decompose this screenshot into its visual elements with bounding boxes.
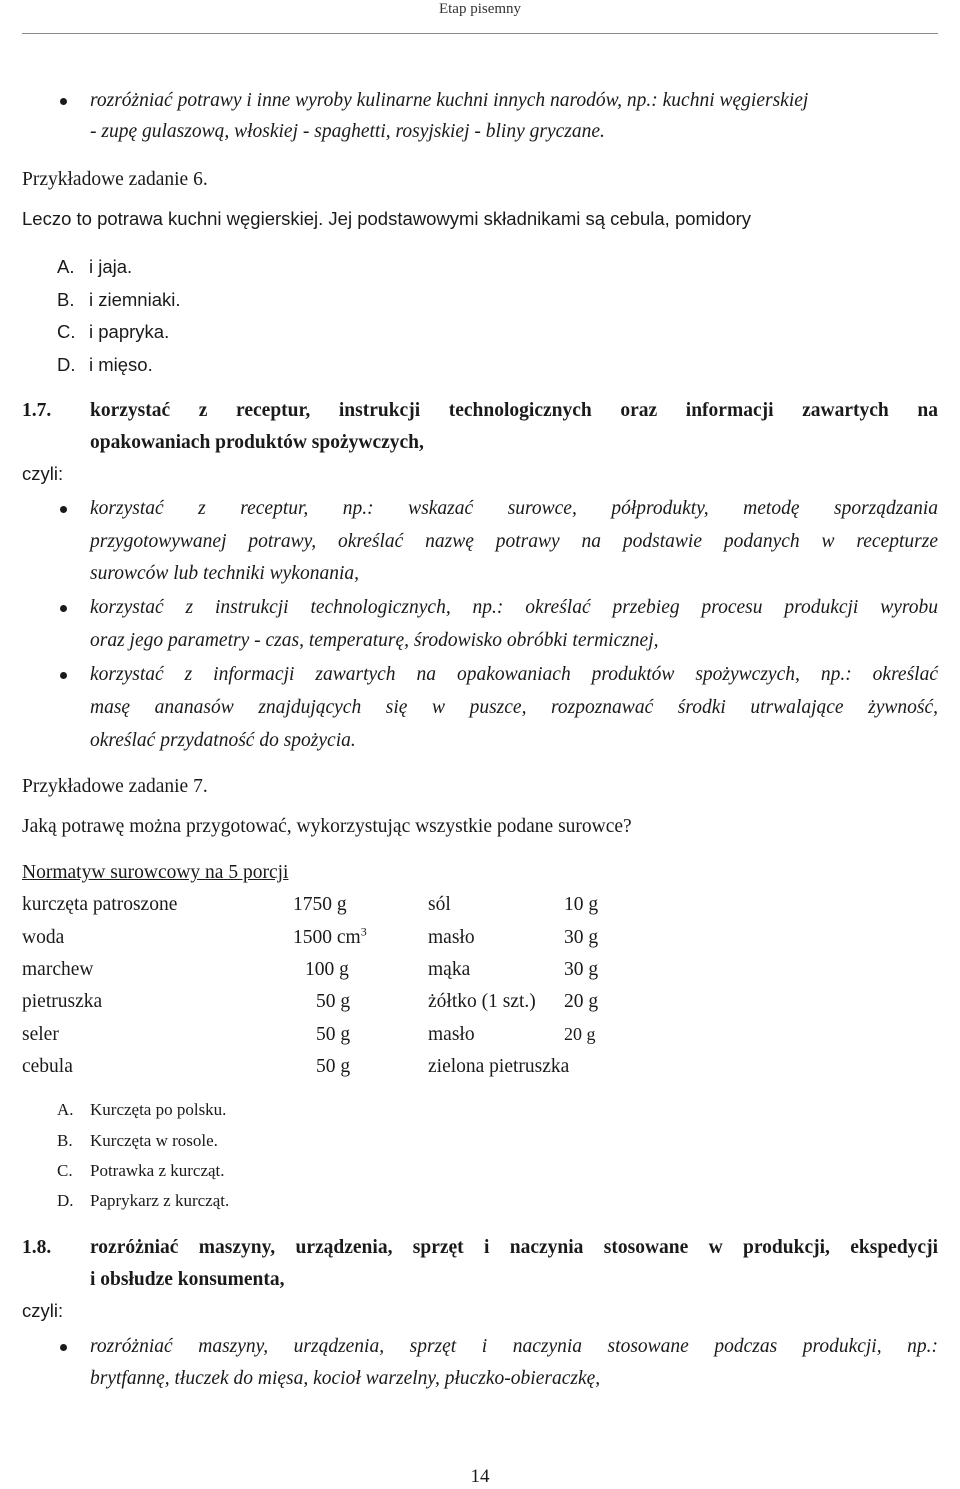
option-text: i ziemniaki. bbox=[89, 289, 181, 310]
ingredient-name: masło bbox=[428, 927, 475, 948]
option-letter: A. bbox=[57, 256, 75, 277]
ingredient-name: marchew bbox=[22, 959, 94, 980]
option-letter: D. bbox=[57, 354, 76, 375]
bullet-icon bbox=[60, 605, 67, 612]
option-text: Potrawka z kurcząt. bbox=[90, 1161, 225, 1180]
ingredient-qty: 30 g bbox=[564, 927, 599, 948]
ingredient-qty: 1500 $cm^3$ bbox=[293, 924, 367, 948]
ingredient-name: masło bbox=[428, 1024, 475, 1045]
section-1-7-bullet-3-line-2: masę ananasów znajdujących się w puszce, rozpoznawać środki utrwalające żywność, bbox=[90, 697, 938, 718]
task-6-option-a bbox=[57, 256, 132, 278]
section-1-7-bullet-1-line-1: korzystać z receptur, np.: wskazać surowce, półprodukty, metodę sporządzania bbox=[90, 498, 938, 519]
page-header-title: Etap pisemny bbox=[438, 1, 522, 17]
task-6-option-d bbox=[57, 354, 153, 376]
task-6-option-c bbox=[57, 321, 169, 343]
bullet-icon bbox=[60, 1344, 67, 1351]
task-7-option-d bbox=[57, 1191, 229, 1211]
ingredient-name: mąka bbox=[428, 959, 471, 980]
option-letter: A. bbox=[57, 1100, 74, 1119]
option-letter: C. bbox=[57, 1161, 73, 1180]
option-text: Paprykarz z kurcząt. bbox=[90, 1191, 230, 1210]
option-letter: C. bbox=[57, 321, 76, 342]
ingredient-name: zielona pietruszka bbox=[428, 1056, 570, 1077]
section-1-7-czyli: czyli: bbox=[22, 463, 64, 484]
section-1-8-number: 1.8. bbox=[22, 1237, 52, 1258]
ingredient-name: cebula bbox=[22, 1056, 73, 1077]
ingredient-qty: 50 g bbox=[316, 1024, 351, 1045]
option-text: i papryka. bbox=[89, 321, 170, 342]
option-letter: B. bbox=[57, 289, 75, 310]
section-1-8-czyli: czyli: bbox=[22, 1300, 64, 1321]
section-1-7-bullet-3-line-3: określać przydatność do spożycia. bbox=[90, 730, 356, 751]
bullet-icon bbox=[60, 506, 67, 513]
ingredient-qty: 30 g bbox=[564, 959, 599, 980]
section-1-7-bullet-1-line-2: przygotowywanej potrawy, określać nazwę potrawy na podstawie podanych w recepturze bbox=[90, 531, 938, 552]
ingredient-qty: 50 g bbox=[316, 991, 351, 1012]
option-text: Kurczęta w rosole. bbox=[90, 1131, 218, 1150]
ingredient-name: woda bbox=[22, 927, 65, 948]
section-1-7-bullet-1-line-3: surowców lub techniki wykonania, bbox=[90, 563, 359, 584]
section-1-7-bullet-2-line-1: korzystać z instrukcji technologicznych, np.: określać przebieg procesu produkcji wyrobu bbox=[90, 597, 938, 618]
ingredient-name: pietruszka bbox=[22, 991, 103, 1012]
task-7-option-a bbox=[57, 1100, 226, 1120]
section-1-8-title-line-1: rozróżniać maszyny, urządzenia, sprzęt i naczynia stosowane w produkcji, ekspedycji bbox=[90, 1237, 938, 1258]
ingredient-name: seler bbox=[22, 1024, 59, 1045]
ingredient-qty: 20 g bbox=[564, 1024, 596, 1044]
intro-bullet-line-1: rozróżniać potrawy i inne wyroby kulinarne kuchni innych narodów, np.: kuchni węgierskiej bbox=[90, 90, 809, 111]
ingredient-name: kurczęta patroszone bbox=[22, 894, 178, 915]
bullet-icon bbox=[60, 98, 67, 105]
section-1-8-bullet-line-2: brytfannę, tłuczek do mięsa, kocioł warzelny, płuczko-obieraczkę, bbox=[90, 1368, 601, 1389]
option-text: i jaja. bbox=[89, 256, 133, 277]
ingredient-qty: 100 g bbox=[305, 959, 349, 980]
norm-title: Normatyw surowcowy na 5 porcji bbox=[22, 862, 289, 883]
ingredient-qty: 50 g bbox=[316, 1056, 351, 1077]
task-6-heading: Przykładowe zadanie 6. bbox=[22, 169, 208, 190]
section-1-7-bullet-2-line-2: oraz jego parametry - czas, temperaturę, środowisko obróbki termicznej, bbox=[90, 630, 659, 651]
ingredient-qty: 10 g bbox=[564, 894, 599, 915]
option-text: i mięso. bbox=[89, 354, 153, 375]
section-1-7-title-line-2: opakowaniach produktów spożywczych, bbox=[90, 432, 424, 453]
task-7-option-b bbox=[57, 1131, 218, 1151]
section-1-7-bullet-3-line-1: korzystać z informacji zawartych na opakowaniach produktów spożywczych, np.: określać bbox=[90, 664, 938, 685]
ingredient-qty: 20 g bbox=[564, 991, 599, 1012]
header-divider bbox=[22, 33, 938, 34]
section-1-8-bullet-line-1: rozróżniać maszyny, urządzenia, sprzęt i naczynia stosowane podczas produkcji, np.: bbox=[90, 1336, 938, 1357]
option-letter: B. bbox=[57, 1131, 73, 1150]
task-7-option-c bbox=[57, 1161, 225, 1181]
ingredient-name: żółtko (1 szt.) bbox=[428, 991, 536, 1012]
section-1-8-title-line-2: i obsłudze konsumenta, bbox=[90, 1269, 285, 1290]
task-7-question: Jaką potrawę można przygotować, wykorzystując wszystkie podane surowce? bbox=[22, 816, 632, 837]
task-6-question: Leczo to potrawa kuchni węgierskiej. Jej podstawowymi składnikami są cebula, pomidory bbox=[22, 208, 752, 229]
option-text: Kurczęta po polsku. bbox=[90, 1100, 227, 1119]
task-7-heading: Przykładowe zadanie 7. bbox=[22, 776, 208, 797]
option-letter: D. bbox=[57, 1191, 74, 1210]
ingredient-name: sól bbox=[428, 894, 451, 915]
task-6-option-b bbox=[57, 289, 181, 311]
bullet-icon bbox=[60, 672, 67, 679]
ingredient-qty: 1750 g bbox=[293, 894, 347, 915]
section-1-7-number: 1.7. bbox=[22, 400, 52, 421]
intro-bullet-line-2: - zupę gulaszową, włoskiej - spaghetti, rosyjskiej - bliny gryczane. bbox=[90, 121, 605, 142]
page-number: 14 bbox=[470, 1466, 490, 1487]
section-1-7-title-line-1: korzystać z receptur, instrukcji technologicznych oraz informacji zawartych na bbox=[90, 400, 938, 421]
